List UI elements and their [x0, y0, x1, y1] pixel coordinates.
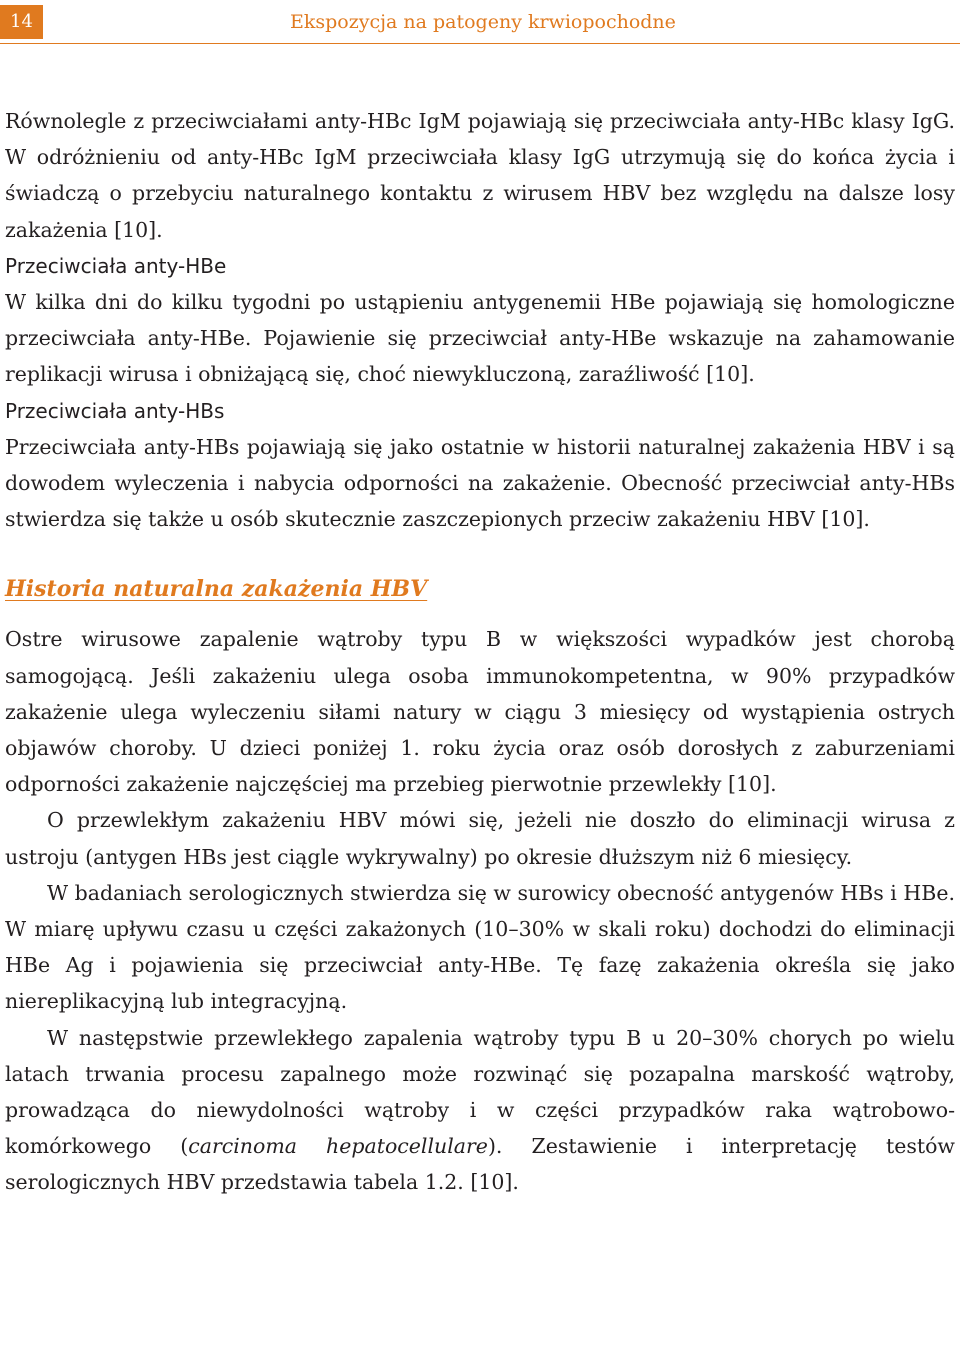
paragraph-anty-hbs: Przeciwciała anty-HBs pojawiają się jako ostatnie w historii naturalnej zakażenia HBV i są dowodem wyleczenia i nabycia odporności na zakażenie. Obecność przeciwciał anty-HBs stwierdza się także u osób skutecznie zaszczepionych przeciw zakażeniu HBV [10]. — [5, 434, 955, 532]
body-text — [5, 103, 955, 1201]
page-number: 14 — [0, 5, 43, 39]
paragraph-nastepstwa — [5, 1020, 955, 1201]
subheading-anty-hbe: Przeciwciała anty-HBe — [5, 253, 227, 278]
paragraph-serologia: W badaniach serologicznych stwierdza się w surowicy obecność antygenów HBs i HBe. W miarę upływu czasu u części zakażonych (10–30% w skali roku) dochodzi do eliminacji HBe Ag i pojawienia się przeciwciał anty-HBe. Tę fazę zakażenia określa się jako niereplikacyjną lub integracyjną. — [5, 880, 955, 1014]
paragraph-nastepstwa-part1: W następstwie przewlekłego zapalenia wątroby typu B u 20–30% chorych po wielu latach trwania procesu zapalnego może rozwinąć się pozapalna marskość wątroby, prowadząca do niewydolności wątroby i w części przypadków raka wątrobowo-komórkowego ( — [5, 1025, 955, 1159]
paragraph-nastepstwa-part2: ). Zestawienie i interpretację testów serologicznych HBV przedstawia tabela 1.2. [10]. — [5, 1134, 955, 1195]
paragraph-antyhbc-igg: Równolegle z przeciwciałami anty-HBc IgM pojawiają się przeciwciała anty-HBc klasy IgG. W odróżnieniu od anty-HBc IgM przeciwciała klasy IgG utrzymują się do końca życia i świadczą o przebyciu naturalnego kontaktu z wirusem HBV bez względu na dalsze losy zakażenia [10]. — [5, 109, 955, 242]
latin-term: carcinoma hepatocellulare — [188, 1134, 488, 1159]
subheading-anty-hbs: Przeciwciała anty-HBs — [5, 398, 225, 423]
paragraph-anty-hbe: W kilka dni do kilku tygodni po ustąpieniu antygenemii HBe pojawiają się homologiczne przeciwciała anty-HBe. Pojawienie się przeciwciał anty-HBe wskazuje na zahamowanie replikacji wirusa i obniżającą się, choć niewykluczoną, zaraźliwość [10]. — [5, 290, 955, 387]
header-rule — [0, 43, 960, 44]
running-title: Ekspozycja na patogeny krwiopochodne — [290, 11, 676, 33]
section-title: Historia naturalna zakażenia HBV — [5, 576, 428, 603]
paragraph-przewlekle: O przewlekłym zakażeniu HBV mówi się, jeżeli nie doszło do eliminacji wirusa z ustroju (antygen HBs jest ciągle wykrywalny) po okresie dłuższym niż 6 miesięcy. — [5, 808, 955, 869]
page-header — [0, 3, 960, 41]
paragraph-ostre-wzw: Ostre wirusowe zapalenie wątroby typu B w większości wypadków jest chorobą samogojącą. Jeśli zakażeniu ulega osoba immunokompetentna, w 90% przypadków zakażenie ulega wyleczeniu siłami natury w ciągu 3 miesięcy od wystąpienia ostrych objawów choroby. U dzieci poniżej 1. roku życia oraz osób dorosłych z zaburzeniami odporności zakażenie najczęściej ma przebieg pierwotnie przewlekły [10]. — [5, 627, 955, 797]
